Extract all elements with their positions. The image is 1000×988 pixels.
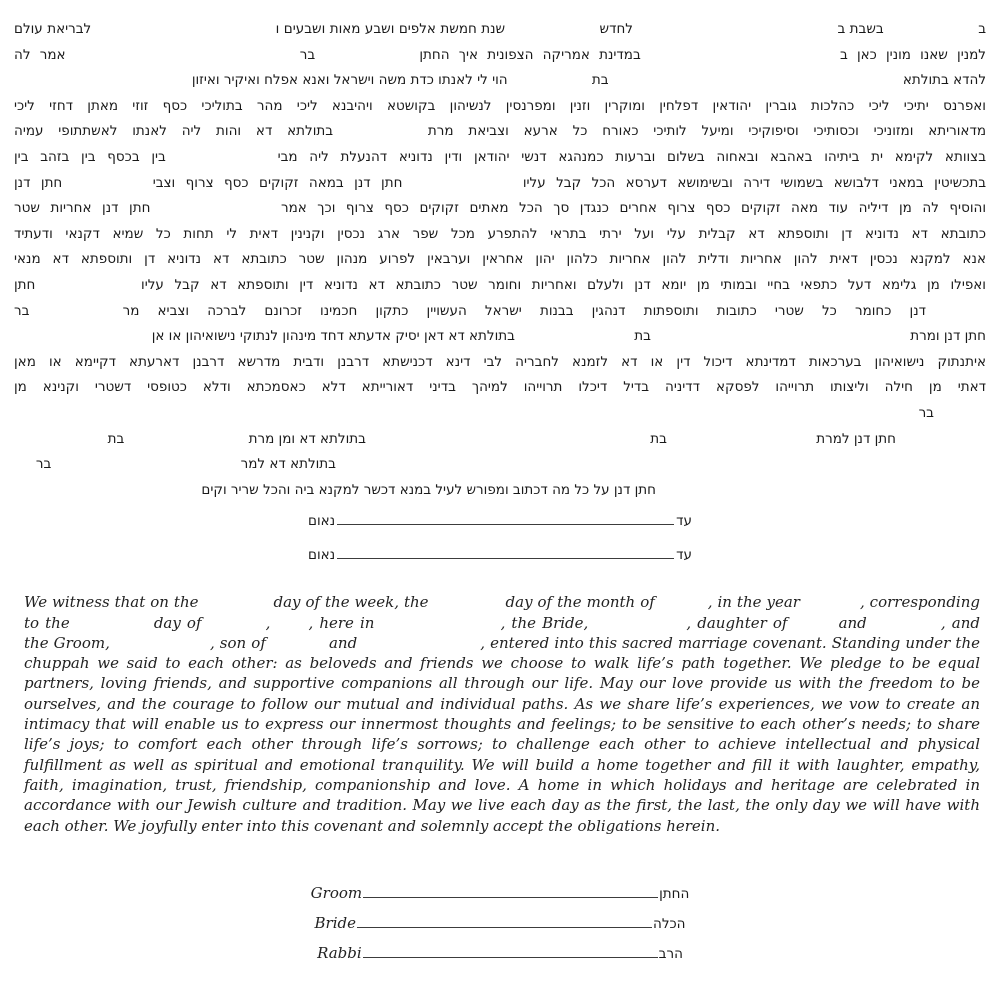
hebrew-line <box>14 17 986 43</box>
blank-field <box>276 626 308 628</box>
text-run: בר <box>14 302 30 319</box>
text-run: בתולתא דא ומן מרת <box>248 430 366 447</box>
text-run: , and the Groom, <box>24 613 980 652</box>
text-run: בתולתא דא והות ליה לאנתו לאשתתופי עמיה <box>14 123 334 140</box>
text-run: חתן דנן ומרת <box>910 328 986 345</box>
blank-field <box>660 605 708 607</box>
signature-row <box>0 944 1000 964</box>
text-run: בת <box>591 72 609 89</box>
blank-field <box>66 57 291 59</box>
blank-field <box>667 441 812 443</box>
text-run: ואפילו מן גלימא דעל כתפאי בחיי ובמותי מן יומא דנן ולעלם ואחריות וחומר שטר כתובתא דא נדוניא דין ותוספתא דא קבל עליו <box>141 276 986 293</box>
blank-field <box>656 492 986 494</box>
witness-naum-label: נאום <box>308 547 336 564</box>
hebrew-line <box>14 452 986 478</box>
witness-signature-row <box>0 513 1000 540</box>
blank-field <box>76 626 154 628</box>
text-run: בתולתא דא דאן יסיק אדעתא דחד מינהון לנתוקי נישואיהון או אן <box>151 328 515 345</box>
blank-field <box>336 466 986 468</box>
blank-field <box>926 313 986 315</box>
hebrew-line <box>14 299 986 325</box>
text-run: לחדש <box>599 21 633 37</box>
hebrew-line <box>14 478 986 504</box>
text-run: בת <box>650 430 667 447</box>
blank-field <box>51 466 236 468</box>
english-covenant-text <box>24 592 980 836</box>
text-run: , here in <box>308 613 375 632</box>
blank-field <box>794 626 839 628</box>
text-run: חתן דנן על כל מה דכתוב ומפורש לעיל במנא דכשר למקנא ביה והכל שריר וקים <box>201 481 656 498</box>
hebrew-line <box>14 145 986 171</box>
text-run: חתן דנן למרת <box>816 430 896 447</box>
text-run: day of <box>153 613 202 632</box>
blank-field <box>505 31 595 33</box>
text-run: , the Bride, <box>500 613 589 632</box>
blank-field <box>884 31 974 33</box>
text-run: ב <box>978 21 986 37</box>
hebrew-line <box>14 401 986 427</box>
signature-line <box>363 957 658 958</box>
hebrew-line <box>14 119 986 145</box>
hebrew-line <box>14 68 986 94</box>
blank-field <box>115 646 210 648</box>
text-run: דאתי מן חילה וליצותו תרוייהו לפסקא דדיניה בדיל דיכלו תרוייהו למיהך בדיני דאורייתא דלא כאסמכתא ודלא כטופסי דשטרי וקנינא מן <box>14 379 986 396</box>
text-run: איתנתוק נישואיהון בערכאות דמדינתא דיכול דין או דא לזמנא לחבריה לבי דינא דכנישתא דרבנן ודבית מדרשא דרבנן דארעתא דקיימא או מאן <box>14 353 986 370</box>
text-run: במדינת אמריקה הצפונית איך החתן <box>419 46 641 63</box>
signature-line <box>363 897 658 898</box>
text-run: למנין שאנו מונין כאן ב <box>839 46 986 63</box>
text-run: בת <box>107 430 125 447</box>
blank-field <box>896 441 986 443</box>
signature-line <box>357 927 652 928</box>
text-run: כתובתא דא נדוניא דן ותוספתא דא קבלית עלי ועל ירתי בתראי להתפרע מכל שפר ארג נכסין וקנינין דאית לי תחות כל שמיא דקנאי ודעתיד <box>14 225 986 242</box>
text-run: אנא למקנא נכסין דאית להון אחריות ודלית להון אחריות כלהון יהון אחראין וערבאין לפרוע מנהון שטר כתובתא דא נדוניא דן ותוספתא דא מנאי <box>14 251 986 268</box>
blank-field <box>609 82 899 84</box>
text-run: , entered into this sacred marriage covenant. Standing under the chuppah we said to each other: as beloveds and friends we choose to walk life’s path together. We pledge to be equal partners, loving friends, and supportive companions all through our life. May our love provide us with the freedom to be ourselves, and the courage to follow our mutual and individual paths. As we share life’s experiences, we vow to create an intimacy that will enable us to express our innermost thoughts and feelings; to be sensitive to each other’s needs; to share life’s joys; to comfort each other through life’s sorrows; to challenge each other to achieve intellectual and physical fulfillment as well as spiritual and emotional tranquility. We will build a home together and fill it with laughter, empathy, faith, imagination, trust, friendship, companionship and love. A home in which holidays and heritage are celebrated in accordance with our Jewish culture and tradition. May we live each day as the first, the last, the only day we will have with each other. We joyfully enter into this covenant and solemnly accept the obligations herein. <box>24 633 980 835</box>
hebrew-line <box>14 273 986 299</box>
blank-field <box>124 441 244 443</box>
hebrew-line <box>14 375 986 401</box>
blank-field <box>873 626 941 628</box>
blank-field <box>362 646 480 648</box>
blank-field <box>508 82 588 84</box>
signature-section <box>0 884 1000 964</box>
witness-signature-line <box>337 524 674 525</box>
blank-field <box>91 31 271 33</box>
text-run: בר <box>918 404 934 421</box>
blank-field <box>402 185 512 187</box>
text-run: and <box>838 613 867 632</box>
text-run: and <box>328 633 358 652</box>
signature-label-en: Groom <box>310 883 363 902</box>
hebrew-line <box>14 350 986 376</box>
blank-field <box>434 605 506 607</box>
text-run: חתן דנן <box>14 174 63 191</box>
text-run: שנת חמשת אלפים ושבע מאות ושבעים ו <box>275 21 506 37</box>
signature-label-he: הרב <box>658 945 683 962</box>
blank-field <box>315 57 410 59</box>
witness-ed-label: עד <box>676 547 692 564</box>
text-run: ואפרנס יתיכי ליכי כהלכות גוברין יהודאין דפלחין ומוקרין וזנין ומפרנסין לנשיהון בקושטא ויהיבנא ליכי מהר בתוליכי כסף זוזי מאתן דחזי ליכי <box>14 97 986 114</box>
hebrew-line <box>14 427 986 453</box>
text-run: , <box>265 613 271 632</box>
signature-label-he: החתן <box>659 885 690 902</box>
text-run: We witness that on the <box>24 593 199 612</box>
text-run: אמר לה <box>14 46 66 63</box>
hebrew-line <box>14 94 986 120</box>
witness-naum-label: נאום <box>308 513 336 530</box>
blank-field <box>203 605 273 607</box>
hebrew-line <box>14 247 986 273</box>
text-run: בתולתא דא למר <box>240 456 336 473</box>
blank-field <box>515 338 630 340</box>
hebrew-line <box>14 222 986 248</box>
text-run: בצוותא לקימא ית ביתיהו באהבא ובאחוה בשלום וברעות כמנהגא דנשי יהודאן ודין נדוניא דהנעלת ליה מבי <box>277 148 986 165</box>
text-run: בר <box>35 456 52 473</box>
blank-field <box>166 159 266 161</box>
signature-label-he: הכלה <box>653 915 686 932</box>
blank-field <box>641 57 831 59</box>
text-run: להדא בתולתא <box>902 72 986 89</box>
blank-field <box>633 31 833 33</box>
hebrew-line <box>14 171 986 197</box>
text-run: בתכשיטין במאני דלבושא בשמושי דירה ובשימושא דערסא הכל קבל עליו <box>522 174 986 191</box>
text-run: מדאוריתא ומזוניכי וכסותיכי וסיפוקיכי ומיעל לותיכי כאורח כל ארעא וצביאת מרת <box>427 123 986 140</box>
text-run: חתן דנן אחריות שטר <box>14 200 151 217</box>
text-run: , daughter of <box>686 613 788 632</box>
signature-label-en: Rabbi <box>317 943 362 962</box>
text-run: בת <box>634 328 651 345</box>
text-run: דנן כחומר כל שטרי כתובות ותוספתות דנהגין בבנות ישראל העשויין כתקון חכמינו זכרונם לברכה וצביא מר <box>122 302 926 319</box>
text-run: , in the year <box>707 593 800 612</box>
text-run: והוסיף לה מן דיליה עוד מאה זקוקים כסף צרוף אחרים כנגדן סך הכל מאתים זקוקים כסף צרוף וכך אמר <box>280 200 987 217</box>
blank-field <box>805 605 860 607</box>
blank-field <box>29 313 104 315</box>
witness-signature-line <box>337 558 674 559</box>
text-run: day of the week, the <box>273 593 429 612</box>
text-run: , son of <box>209 633 266 652</box>
blank-field <box>62 185 142 187</box>
text-run: חתן <box>14 276 36 293</box>
hebrew-line <box>14 196 986 222</box>
witness-signature-row <box>0 547 1000 574</box>
blank-field <box>651 338 906 340</box>
blank-field <box>208 626 266 628</box>
blank-field <box>381 626 501 628</box>
blank-field <box>333 133 413 135</box>
text-run: בשבת ב <box>837 21 884 37</box>
text-run: בר <box>299 46 316 63</box>
blank-field <box>150 210 270 212</box>
text-run: לבריאת עולם <box>14 21 92 37</box>
signature-row <box>0 884 1000 904</box>
text-run: חתן דנן במאה זקוקים כסף צרוף וצבי <box>152 174 403 191</box>
text-run: בין בכסף בין בזהב בין <box>14 148 166 165</box>
hebrew-line <box>14 324 986 350</box>
text-run: , corresponding to the <box>24 593 980 632</box>
blank-field <box>594 626 686 628</box>
blank-field <box>366 441 646 443</box>
signature-row <box>0 914 1000 934</box>
blank-field <box>35 287 130 289</box>
text-run: day of the month of <box>505 593 655 612</box>
hebrew-line <box>14 43 986 69</box>
witness-ed-label: עד <box>676 513 692 530</box>
text-run: הוי לי לאנתו כדת משה וישראל ואנא אפלח ואיקיר ואיזון <box>191 72 508 89</box>
witness-section <box>0 513 1000 574</box>
blank-field <box>271 646 329 648</box>
signature-label-en: Bride <box>314 913 357 932</box>
blank-field <box>934 415 986 417</box>
